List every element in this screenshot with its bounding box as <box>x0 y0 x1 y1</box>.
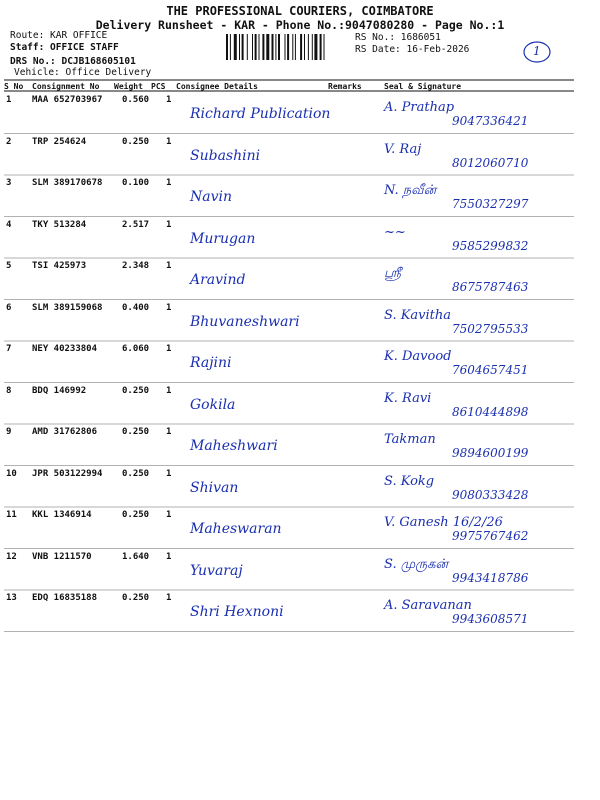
cell-signature: K. Ravi <box>384 390 432 406</box>
cell-consignee: Bhuvaneshwari <box>190 313 300 330</box>
header-consignee: Consignee Details <box>176 82 258 91</box>
cell-pcs: 1 <box>166 261 172 271</box>
cell-phone: 7550327297 <box>452 197 529 211</box>
cell-consignee: Yuvaraj <box>190 562 243 579</box>
cell-weight: 0.250 <box>122 136 150 147</box>
cell-phone: 9894600199 <box>452 446 529 460</box>
cell-pcs: 1 <box>166 219 172 230</box>
cell-weight: 0.560 <box>122 95 150 105</box>
cell-pcs: 1 <box>166 136 172 147</box>
cell-sno: 4 <box>6 219 12 230</box>
cell-phone: 9975767462 <box>452 529 529 543</box>
cell-sno: 6 <box>6 302 12 313</box>
table-row <box>0 300 600 342</box>
cell-signature: S. முருகன் <box>384 556 449 572</box>
table-row <box>0 466 600 508</box>
rs-date-label: RS Date: 16-Feb-2026 <box>355 44 470 55</box>
cell-phone: 9943608571 <box>452 612 529 626</box>
cell-consignee: Murugan <box>190 230 256 247</box>
route-label: Route: KAR OFFICE <box>10 30 108 41</box>
cell-pcs: 1 <box>166 302 172 313</box>
cell-pcs: 1 <box>166 468 172 479</box>
header-remarks: Remarks <box>328 82 362 91</box>
cell-weight: 0.250 <box>122 385 150 396</box>
cell-signature: Takman <box>384 432 436 447</box>
cell-consignment: TSI 425973 <box>32 261 87 271</box>
cell-phone: 8675787463 <box>452 280 529 294</box>
cell-signature: ~~ <box>384 224 406 240</box>
cell-weight: 0.100 <box>122 178 150 188</box>
cell-consignee: Maheswaran <box>190 521 282 537</box>
cell-consignee: Richard Publication <box>190 106 331 122</box>
cell-phone: 9585299832 <box>452 238 529 253</box>
header-consignment: Consignment No <box>32 82 100 91</box>
cell-sno: 13 <box>6 593 17 603</box>
cell-weight: 6.060 <box>122 344 150 354</box>
cell-pcs: 1 <box>166 385 172 396</box>
table-row <box>0 217 600 259</box>
cell-weight: 0.250 <box>122 468 150 479</box>
vehicle-label: Vehicle: Office Delivery <box>14 67 152 78</box>
cell-weight: 2.348 <box>122 261 150 271</box>
cell-consignment: VNB 1211570 <box>32 551 92 562</box>
cell-consignment: KKL 1346914 <box>32 510 92 520</box>
cell-sno: 12 <box>6 551 17 562</box>
cell-consignee: Aravind <box>190 272 246 288</box>
cell-pcs: 1 <box>166 551 172 562</box>
cell-pcs: 1 <box>166 593 172 603</box>
document-subtitle: Delivery Runsheet - KAR - Phone No.:9047080280 - Page No.:1 <box>95 18 505 32</box>
cell-signature: N. நவீன் <box>384 183 437 198</box>
cell-phone: 7604657451 <box>452 363 529 377</box>
cell-signature: V. Ganesh 16/2/26 <box>384 515 503 530</box>
cell-sno: 2 <box>6 136 12 147</box>
header-sno: S No <box>4 82 24 91</box>
cell-consignment: JPR 503122994 <box>32 468 103 479</box>
cell-signature: S. Kavitha <box>384 307 452 323</box>
staff-label: Staff: OFFICE STAFF <box>10 42 119 53</box>
cell-weight: 0.250 <box>122 593 150 603</box>
cell-pcs: 1 <box>166 510 172 520</box>
cell-sno: 9 <box>6 427 12 437</box>
table-row <box>0 92 600 134</box>
cell-signature: S. Kokg <box>384 473 435 489</box>
cell-sno: 5 <box>6 261 12 271</box>
cell-sno: 3 <box>6 178 12 188</box>
cell-consignee: Navin <box>190 189 232 205</box>
drs-label: DRS No.: DCJB168605101 <box>10 56 136 67</box>
header-signature: Seal & Signature <box>384 82 462 91</box>
cell-consignment: MAA 652703967 <box>32 95 103 105</box>
cell-consignment: SLM 389159068 <box>32 302 103 313</box>
cell-sno: 11 <box>6 510 17 520</box>
cell-sno: 1 <box>6 95 12 105</box>
cell-consignment: AMD 31762806 <box>32 427 98 437</box>
document-title: THE PROFESSIONAL COURIERS, COIMBATORE <box>166 4 434 18</box>
cell-pcs: 1 <box>166 95 172 105</box>
cell-phone: 9943418786 <box>452 570 529 585</box>
table-row <box>0 590 600 632</box>
cell-sno: 7 <box>6 344 12 354</box>
table-row <box>0 175 600 217</box>
cell-consignee: Gokila <box>190 396 236 413</box>
cell-signature: V. Raj <box>384 141 422 157</box>
cell-pcs: 1 <box>166 178 172 188</box>
cell-signature: A. Saravanan <box>384 598 472 613</box>
cell-consignment: SLM 389170678 <box>32 178 103 188</box>
cell-weight: 0.250 <box>122 427 150 437</box>
cell-pcs: 1 <box>166 344 172 354</box>
cell-consignee: Shri Hexnoni <box>190 604 284 620</box>
cell-weight: 1.640 <box>122 551 150 562</box>
cell-consignee: Maheshwari <box>190 438 278 454</box>
header-weight: Weight <box>114 82 143 91</box>
cell-signature: ஸ்ரீ <box>384 266 401 281</box>
page-number-mark: 1 <box>522 40 552 64</box>
table-row <box>0 383 600 425</box>
cell-consignment: TKY 513284 <box>32 219 87 230</box>
cell-sno: 8 <box>6 385 12 396</box>
cell-consignment: TRP 254624 <box>32 136 87 147</box>
cell-phone: 9047336421 <box>452 114 529 128</box>
cell-signature: K. Davood <box>384 349 452 364</box>
rs-no-label: RS No.: 1686051 <box>355 32 441 43</box>
table-row <box>0 134 600 176</box>
table-row <box>0 507 600 549</box>
cell-signature: A. Prathap <box>384 100 455 115</box>
cell-weight: 0.400 <box>122 302 150 313</box>
table-row <box>0 424 600 466</box>
table-row <box>0 549 600 591</box>
cell-consignee: Subashini <box>190 147 261 164</box>
cell-phone: 8012060710 <box>452 155 529 170</box>
table-row <box>0 341 600 383</box>
cell-weight: 0.250 <box>122 510 150 520</box>
cell-phone: 7502795533 <box>452 321 529 336</box>
cell-consignment: BDQ 146992 <box>32 385 87 396</box>
cell-sno: 10 <box>6 468 17 479</box>
cell-weight: 2.517 <box>122 219 150 230</box>
cell-consignee: Rajini <box>190 355 232 371</box>
cell-consignment: EDQ 16835188 <box>32 593 98 603</box>
cell-pcs: 1 <box>166 427 172 437</box>
table-row <box>0 258 600 300</box>
header-pcs: PCS <box>151 82 166 91</box>
cell-phone: 8610444898 <box>452 404 529 419</box>
cell-consignee: Shivan <box>190 479 239 496</box>
cell-consignment: NEY 40233804 <box>32 344 98 354</box>
cell-phone: 9080333428 <box>452 487 529 502</box>
